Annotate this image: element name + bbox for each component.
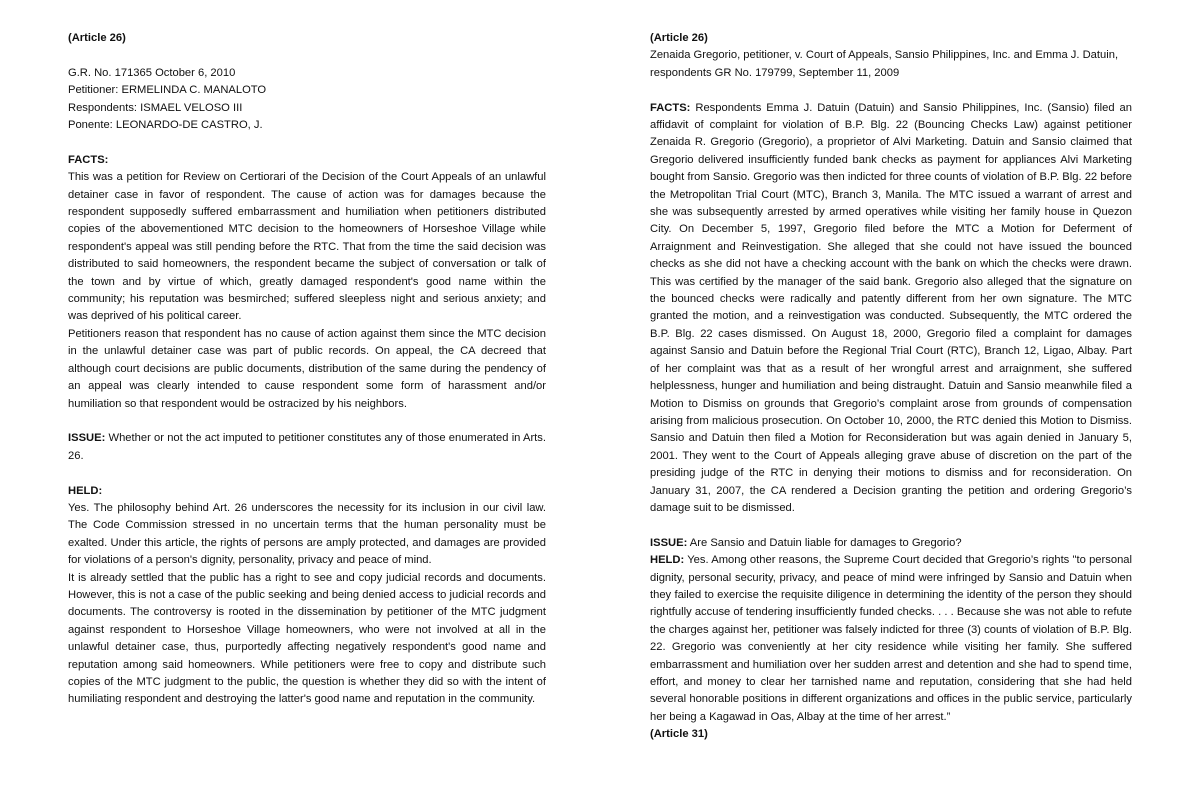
held-text: Yes. Among other reasons, the Supreme Court decided that Gregorio’s rights "to personal dignity, personal security, privacy, and peace of mind were infringed by Sansio and Datuin when they failed to exercise the requisite diligence in determining the identity of the person they should rightfully accuse of tendering insufficiently funded checks. . . . Because she was not able to refute the charges against her, petitioner was falsely indicted for three (3) counts of violation of B.P. Blg. 22. Gregorio was conveniently at her city residence while visiting her family. She suffered embarrassment and humiliation over her sudden arrest and detention and she had to spend time, effort, and money to clear her tarnished name and reputation, considering that she had held several honorable positions in different organizations and offices in the public service, particularly her being a Kagawad in Oas, Albay at the time of her arrest.” xyxy=(650,554,1132,723)
facts-heading: FACTS: xyxy=(68,153,109,166)
facts-paragraph xyxy=(650,100,1132,518)
issue-label: ISSUE: xyxy=(650,536,688,549)
held-heading: HELD: xyxy=(68,484,103,497)
facts-paragraph: Petitioners reason that respondent has no cause of action against them since the MTC decision in the unlawful detainer case was part of public records. On appeal, the CA decreed that although court decisions are public documents, distribution of the same during the pendency of an appeal was clearly intended to cause respondent some form of harassment and/or humiliation so that respondent would be ostracized by his neighbors. xyxy=(68,327,546,410)
case-number: G.R. No. 171365 October 6, 2010 xyxy=(68,66,236,79)
held-paragraph: Yes. The philosophy behind Art. 26 underscores the necessity for its inclusion in our civil law. The Code Commission stressed in no uncertain terms that the human personality must be exalted. Under this article, the rights of persons are amply protected, and damages are provided for violations of a person's dignity, personality, privacy and peace of mind. xyxy=(68,501,546,567)
petitioner-line: Petitioner: ERMELINDA C. MANALOTO xyxy=(68,84,267,97)
held-paragraph: It is already settled that the public has a right to see and copy judicial records and documents. However, this is not a case of the public seeking and being denied access to judicial records and documents. The controversy is rooted in the dissemination by petitioner of the MTC judgment against respondent to Horseshoe Village homeowners, who were not involved at all in the unlawful detainer case, thus, purportedly affecting negatively respondent's good name and reputation among said homeowners. While petitioners were free to copy and distribute such copies of the MTC judgment to the public, the question is whether they did so with the intent of humiliating respondent and destroying the latter's good name and reputation in the community. xyxy=(68,571,546,706)
respondents-line: Respondents: ISMAEL VELOSO III xyxy=(68,101,243,114)
footer-article-label: (Article 31) xyxy=(650,728,708,741)
right-page xyxy=(600,0,1200,785)
facts-text: Respondents Emma J. Datuin (Datuin) and Sansio Philippines, Inc. (Sansio) filed an affidavit of complaint for violation of B.P. Blg. 22 (Bouncing Checks Law) against petitioner Zenaida R. Gregorio (Gregorio), a proprietor of Alvi Marketing. Datuin and Sansio claimed that Gregorio delivered insufficiently funded bank checks as payment for appliances Alvi Marketing bought from Sansio. Gregorio was then indicted for three counts of violation of B.P. Blg. 22 before the Metropolitan Trial Court (MTC), Branch 3, Manila. The MTC issued a warrant of arrest and she was subsequently arrested by armed operatives while visiting her family house in Quezon City. On December 5, 1997, Gregorio filed before the MTC a Motion for Deferment of Arraignment and Reinvestigation. She alleged that she could not have issued the bounced checks as she did not have a checking account with the bank on which the checks were drawn. This was certified by the manager of the said bank. Gregorio also alleged that the signature on the bounced checks were radically and patently different from her own signature. The MTC granted the motion, and a reinvestigation was conducted. Subsequently, the MTC ordered the B.P. Blg. 22 cases dismissed. On August 18, 2000, Gregorio filed a complaint for damages against Sansio and Datuin before the Regional Trial Court (RTC), Branch 12, Ligao, Albay. Part of her complaint was that as a result of her wrongful arrest and arraignment, she suffered helplessness, hunger and humiliation and being distraught. Datuin and Sansio meanwhile filed a Motion to Dismiss on grounds that Gregorio’s complaint arose from grounds of compensation arising from malicious prosecution. On October 10, 2000, the RTC denied this Motion to Dismiss. Sansio and Datuin then filed a Motion for Reconsideration but was again denied in January 5, 2001. They went to the Court of Appeals alleging grave abuse of discretion on the part of the presiding judge of the RTC in denying their motions to dismiss and for reconsideration. On January 31, 2007, the CA rendered a Decision granting the petition and ordering Gregorio’s damage suit to be dismissed. xyxy=(650,101,1132,514)
held-label: HELD: xyxy=(650,554,685,567)
facts-paragraph: This was a petition for Review on Certiorari of the Decision of the Court Appeals of an unlawful detainer case in favor of respondent. The cause of action was for damages because the respondent supposedly suffered embarrassment and humiliation when petitioners distributed copies of the abovementioned MTC decision to the homeowners of Horseshoe Village while respondent's appeal was still pending before the RTC. That from the time the said decision was distributed to said homeowners, the respondent became the subject of conversation or talk of the town and by virtue of which, greatly damaged respondent's good name within the community; his reputation was besmirched; suffered sleepless night and serious anxiety; and was deprived of his political career. xyxy=(68,171,546,323)
issue-text: Whether or not the act imputed to petitioner constitutes any of those enumerated in Arts. 26. xyxy=(68,432,546,462)
ponente-line: Ponente: LEONARDO-DE CASTRO, J. xyxy=(68,119,263,132)
issue-paragraph xyxy=(650,535,1132,552)
facts-label: FACTS: xyxy=(650,101,691,114)
issue-label: ISSUE: xyxy=(68,432,106,445)
article-label: (Article 26) xyxy=(650,32,708,44)
case-caption: Zenaida Gregorio, petitioner, v. Court of Appeals, Sansio Philippines, Inc. and Emma J. Datuin, respondents GR No. 179799, September 11, 2009 xyxy=(650,49,1119,79)
left-column xyxy=(68,30,546,709)
article-label: (Article 26) xyxy=(68,32,126,44)
issue-text: Are Sansio and Datuin liable for damages to Gregorio? xyxy=(687,536,962,549)
issue-paragraph xyxy=(68,430,546,465)
held-paragraph xyxy=(650,552,1132,726)
right-column xyxy=(650,30,1132,744)
